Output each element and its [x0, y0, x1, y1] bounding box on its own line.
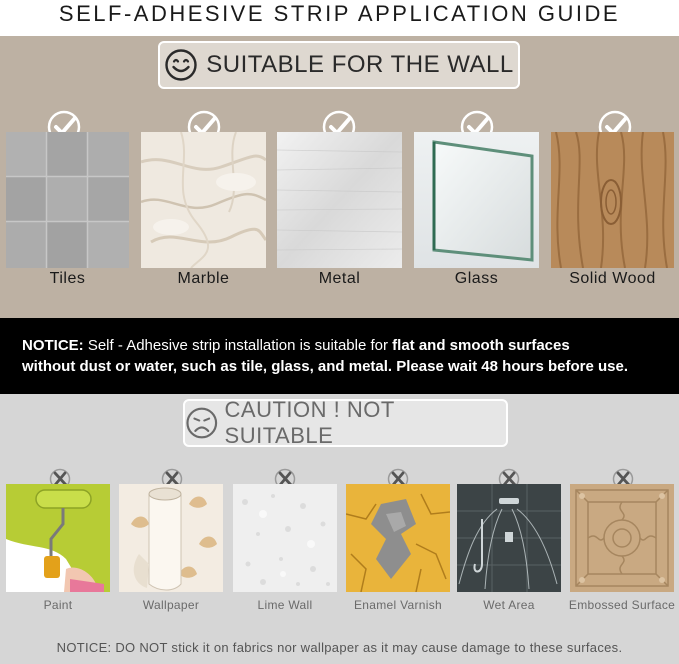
suitable-section	[0, 36, 679, 318]
caution-badge-label: CAUTION ! NOT SUITABLE	[224, 397, 395, 448]
surface-label-marble: Marble	[177, 270, 230, 287]
notice-text-bold-2: without dust or water, such as tile, glass, and metal. Please wait 48 hours before use.	[22, 358, 629, 375]
surface-label-lime-wall: Lime Wall	[257, 598, 313, 612]
suitable-badge	[158, 41, 520, 89]
notice-text-normal: Self - Adhesive strip installation is suitable for	[83, 337, 393, 354]
tiles-image	[6, 132, 129, 268]
solid-wood-image	[551, 132, 674, 268]
wet-area-image	[457, 484, 561, 592]
caution-section	[0, 394, 679, 664]
surface-label-tiles: Tiles	[49, 270, 86, 287]
surface-card-solid-wood	[551, 132, 674, 292]
surface-card-wallpaper	[119, 484, 223, 612]
surface-label-solid-wood: Solid Wood	[569, 270, 656, 287]
surface-card-lime-wall	[233, 484, 337, 612]
enamel-varnish-image	[346, 484, 450, 592]
metal-image	[277, 132, 402, 268]
surface-label-wallpaper: Wallpaper	[142, 598, 200, 612]
surface-card-metal	[277, 132, 402, 292]
notice-line-1	[22, 335, 679, 356]
page-title: SELF-ADHESIVE STRIP APPLICATION GUIDE	[58, 1, 621, 26]
notice-text-bold-1: flat and smooth surfaces	[392, 337, 570, 354]
surface-card-embossed-surface	[568, 484, 676, 612]
surface-card-marble	[141, 132, 266, 292]
surface-label-paint: Paint	[43, 598, 73, 612]
surface-label-glass: Glass	[454, 270, 499, 287]
surface-card-paint	[6, 484, 110, 612]
marble-image	[141, 132, 266, 268]
surface-label-enamel-varnish: Enamel Varnish	[353, 598, 443, 612]
surface-card-tiles	[6, 132, 129, 292]
embossed-surface-image	[570, 484, 674, 592]
lime-wall-image	[233, 484, 337, 592]
surface-card-wet-area	[457, 484, 561, 612]
surface-card-enamel-varnish	[346, 484, 450, 612]
surface-label-metal: Metal	[318, 270, 361, 287]
surface-label-embossed-surface: Embossed Surface	[568, 598, 676, 612]
surface-label-wet-area: Wet Area	[483, 598, 535, 612]
wallpaper-image	[119, 484, 223, 592]
smile-icon	[164, 48, 198, 82]
glass-image	[414, 132, 539, 268]
caution-badge	[183, 399, 508, 447]
bottom-notice: NOTICE: DO NOT stick it on fabrics nor wallpaper as it may cause damage to these surfaces.	[56, 640, 623, 655]
suitable-badge-label: SUITABLE FOR THE WALL	[206, 51, 514, 78]
sad-face-icon	[185, 406, 219, 440]
paint-image	[6, 484, 110, 592]
surface-card-glass	[414, 132, 539, 292]
notice-line-2	[22, 356, 679, 377]
notice-bar	[0, 318, 679, 394]
notice-prefix: NOTICE:	[22, 337, 84, 354]
